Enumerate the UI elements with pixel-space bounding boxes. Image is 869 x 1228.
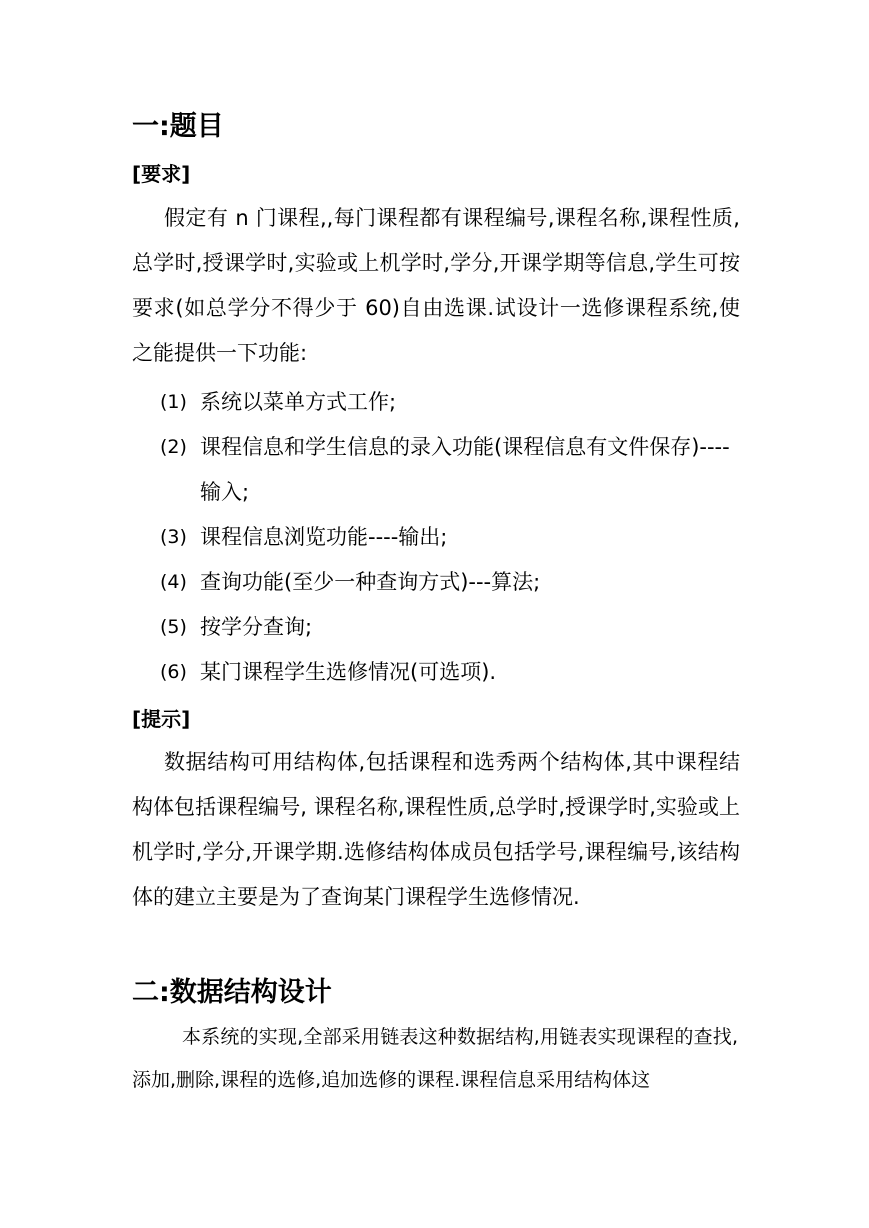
list-item: [160, 650, 740, 695]
list-item: [160, 380, 740, 425]
hint-label: [提示]: [132, 707, 191, 731]
list-item-text: 查询功能(至少一种查询方式)---算法;: [200, 570, 541, 594]
section-1-title: 一:题目: [132, 111, 224, 142]
list-item-number: (4): [160, 571, 187, 593]
list-item: [160, 425, 740, 515]
requirements-label: [要求]: [132, 162, 191, 186]
list-item: [160, 560, 740, 605]
list-item: [160, 605, 740, 650]
list-item-number: (3): [160, 526, 187, 548]
list-item-text: 课程信息和学生信息的录入功能(课程信息有文件保存)----输入;: [200, 435, 730, 504]
list-item-number: (2): [160, 436, 187, 458]
function-list: [160, 380, 740, 695]
list-item-text: 按学分查询;: [200, 615, 313, 639]
list-item-number: (6): [160, 661, 187, 683]
requirements-paragraph: 假定有 n 门课程,,每门课程都有课程编号,课程名称,课程性质,总学时,授课学时,实验或上机学时,学分,开课学期等信息,学生可按要求(如总学分不得少于 60)自由选课.试设计一选修课程系统,使之能提供一下功能:: [132, 206, 740, 365]
list-item-text: 某门课程学生选修情况(可选项).: [200, 660, 497, 684]
data-structure-paragraph: 本系统的实现,全部采用链表这种数据结构,用链表实现课程的查找,添加,删除,课程的选修,追加选修的课程.课程信息采用结构体这: [132, 1026, 738, 1091]
list-item-text: 课程信息浏览功能----输出;: [200, 525, 448, 549]
list-item: [160, 515, 740, 560]
list-item-text: 系统以菜单方式工作;: [200, 390, 397, 414]
hint-paragraph: 数据结构可用结构体,包括课程和选秀两个结构体,其中课程结构体包括课程编号, 课程名称,课程性质,总学时,授课学时,实验或上机学时,学分,开课学期.选修结构体成员包括学号,课程编号,该结构体的建立主要是为了查询某门课程学生选修情况.: [132, 750, 740, 909]
section-2-title: 二:数据结构设计: [132, 977, 332, 1008]
list-item-number: (1): [160, 391, 187, 413]
list-item-number: (5): [160, 616, 187, 638]
